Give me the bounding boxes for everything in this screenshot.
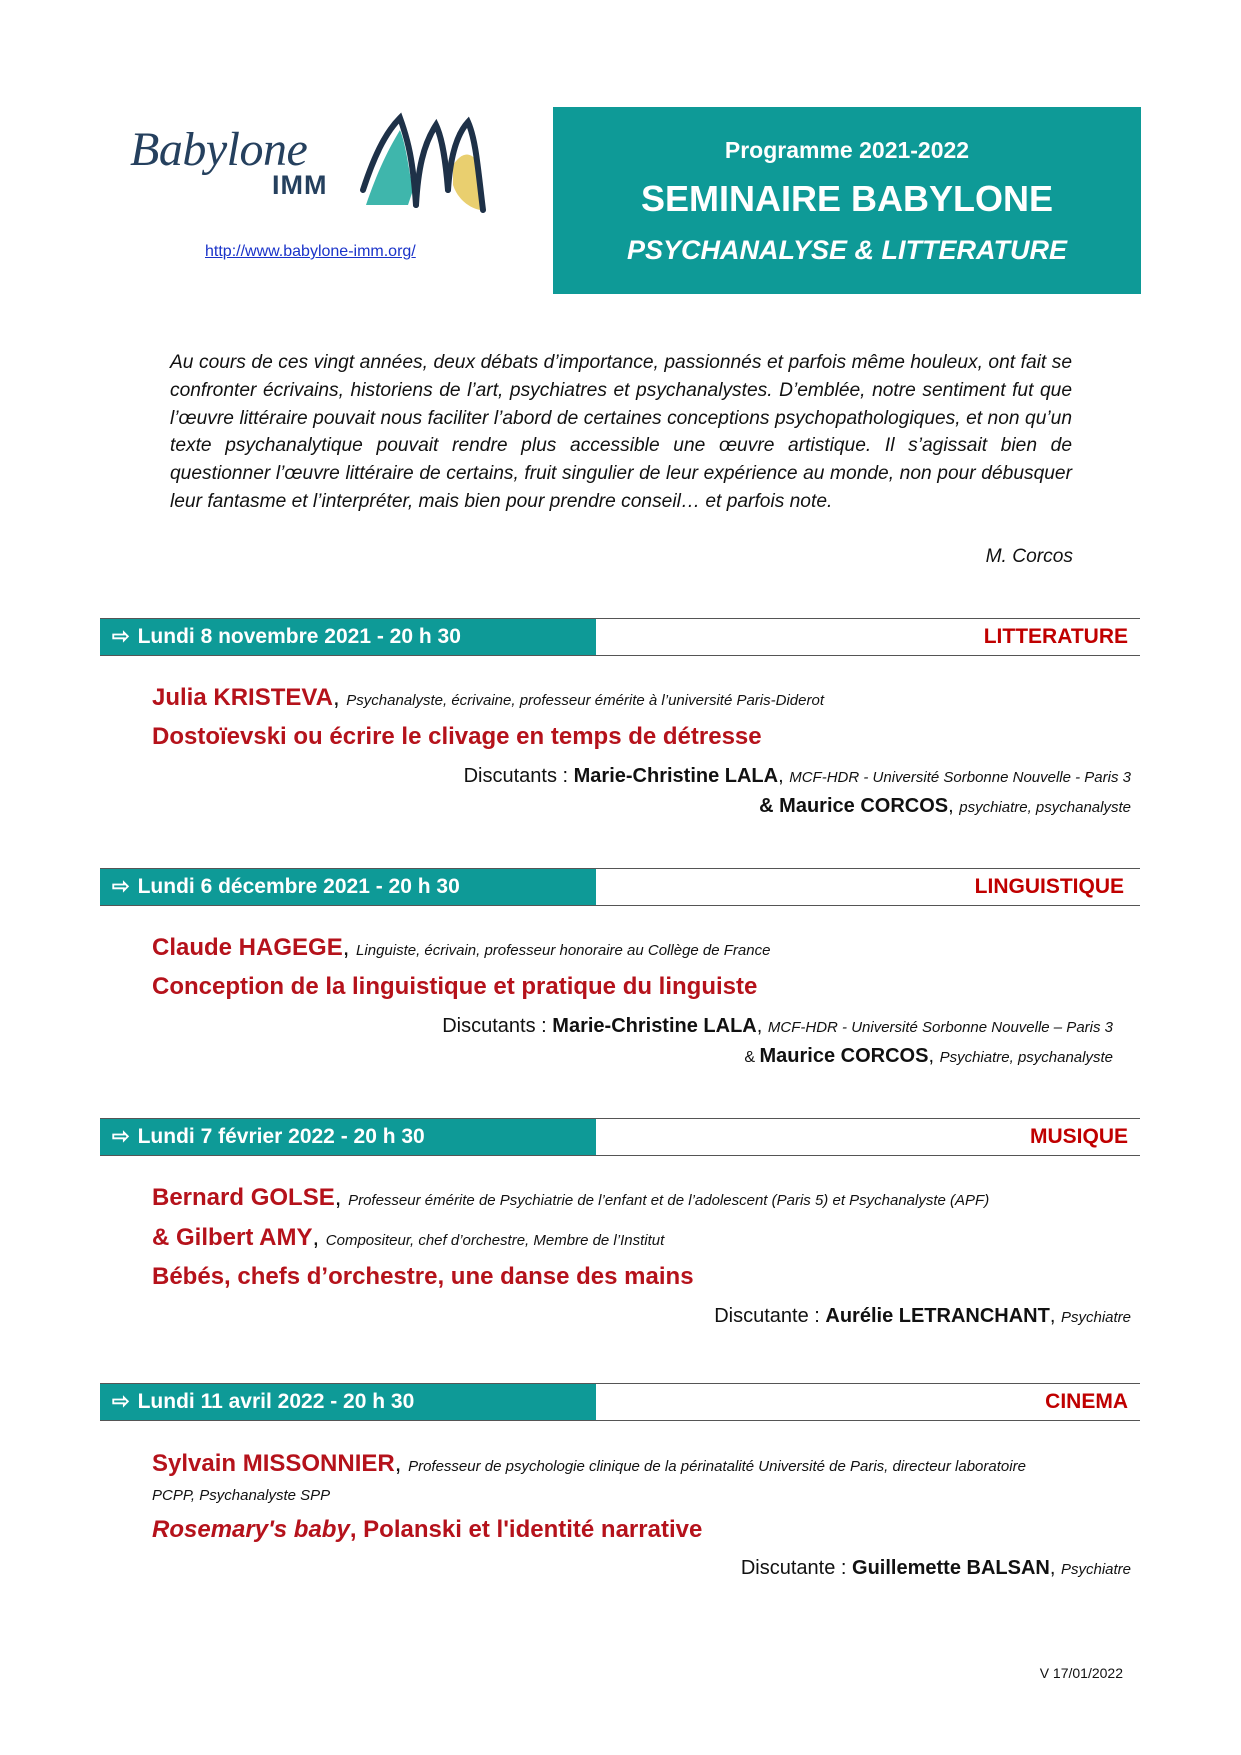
discussant-role: MCF-HDR - Université Sorbonne Nouvelle – Paris 3 xyxy=(767,1019,1113,1036)
speaker: Sylvain MISSONNIER, Professeur de psychologie clinique de la périnatalité Université de Paris, directeur laboratoire xyxy=(152,1450,1026,1477)
speaker: Claude HAGEGE, Linguiste, écrivain, professeur honoraire au Collège de France xyxy=(152,934,771,961)
talk-title: Dostoïevski ou écrire le clivage en temps de détresse xyxy=(152,723,762,750)
discussant-role: Psychiatre xyxy=(1060,1561,1131,1578)
discussant-name: Marie-Christine LALA xyxy=(573,765,779,787)
talk-title: Bébés, chefs d’orchestre, une danse des mains xyxy=(152,1263,694,1290)
speaker: Julia KRISTEVA, Psychanalyste, écrivaine, professeur émérite à l’université Paris-Diderot xyxy=(152,684,824,711)
film-title: Rosemary's baby xyxy=(152,1516,350,1543)
session-category: LINGUISTIQUE xyxy=(974,875,1124,898)
intro-text: Au cours de ces vingt années, deux débats d’importance, passionnés et parfois même houleux, ont fait se confronter écrivains, historiens de l’art, psychiatres et psychanalystes. D’emblée, notre sentiment fut que l’œuvre littéraire pouvait nous faciliter l’abord de certaines conceptions psychopathologiques, et non qu’un texte psychanalytique pouvait rendre plus accessible une œuvre artistique. Il s’agissait bien de questionner l’œuvre littéraire de certains, fruit singulier de leur expérience au monde, non pour débusquer leur fantasme et l’interpréter, mais bien pour prendre conseil… et parfois note. xyxy=(170,352,1072,512)
discussant-line: Discutante : Aurélie LETRANCHANT, Psychiatre xyxy=(714,1305,1131,1327)
session-date: Lundi 7 février 2022 - 20 h 30 xyxy=(137,1125,425,1148)
discussant-line: Discutants : Marie-Christine LALA, MCF-HDR - Université Sorbonne Nouvelle - Paris 3 xyxy=(463,765,1131,787)
speaker-role: Linguiste, écrivain, professeur honoraire au Collège de France xyxy=(356,942,771,959)
discussant-line: & Maurice CORCOS, psychiatre, psychanalyste xyxy=(759,795,1131,817)
intro-signature: M. Corcos xyxy=(985,546,1073,567)
arrow-right-icon: ⇨ xyxy=(112,1390,130,1413)
logo-sub: IMM xyxy=(272,170,328,200)
discussant-name: Maurice CORCOS xyxy=(779,795,949,817)
session-date: Lundi 6 décembre 2021 - 20 h 30 xyxy=(137,875,460,898)
program-banner xyxy=(553,107,1141,294)
speaker: & Gilbert AMY, Compositeur, chef d’orchestre, Membre de l’Institut xyxy=(152,1224,665,1251)
discussant-line: & Maurice CORCOS, Psychiatre, psychanalyste xyxy=(744,1045,1113,1067)
session-date: Lundi 11 avril 2022 - 20 h 30 xyxy=(137,1390,415,1413)
speaker-role: Professeur de psychologie clinique de la périnatalité Université de Paris, directeur laboratoire xyxy=(408,1458,1026,1475)
banner-program-year: Programme 2021-2022 xyxy=(724,137,970,163)
discussant-name: Aurélie LETRANCHANT xyxy=(825,1305,1050,1327)
speaker-role: Compositeur, chef d’orchestre, Membre de l’Institut xyxy=(325,1232,665,1249)
session-bar xyxy=(100,1118,1140,1156)
speaker-role: Psychanalyste, écrivaine, professeur émérite à l’université Paris-Diderot xyxy=(346,692,824,709)
session-date: Lundi 8 novembre 2021 - 20 h 30 xyxy=(137,625,461,648)
speaker-role: Professeur émérite de Psychiatrie de l’enfant et de l’adolescent (Paris 5) et Psychanalyste (APF) xyxy=(348,1192,990,1209)
banner-subtitle: PSYCHANALYSE & LITTERATURE xyxy=(626,235,1067,265)
discussant-line: Discutants : Marie-Christine LALA, MCF-HDR - Université Sorbonne Nouvelle – Paris 3 xyxy=(442,1015,1113,1037)
discussant-role: MCF-HDR - Université Sorbonne Nouvelle - Paris 3 xyxy=(789,769,1131,786)
discussant-role: Psychiatre xyxy=(1060,1309,1131,1326)
discussant-name: Maurice CORCOS xyxy=(759,1045,929,1067)
website-link[interactable]: http://www.babylone-imm.org/ xyxy=(205,243,416,260)
babylone-logo xyxy=(130,110,530,220)
discussant-role: psychiatre, psychanalyste xyxy=(959,799,1131,816)
session-bar xyxy=(100,868,1140,906)
speaker-name: Julia KRISTEVA xyxy=(152,684,333,711)
session-bar xyxy=(100,1383,1140,1421)
logo-word: Babylone xyxy=(130,123,308,176)
discussant-name: Guillemette BALSAN xyxy=(852,1557,1050,1579)
banner-title: SEMINAIRE BABYLONE xyxy=(640,178,1054,219)
speaker-name: Bernard GOLSE xyxy=(152,1184,335,1211)
discussant-line: Discutante : Guillemette BALSAN, Psychiatre xyxy=(740,1557,1131,1579)
discussant-name: Marie-Christine LALA xyxy=(552,1015,757,1037)
speaker-name: Sylvain MISSONNIER xyxy=(152,1450,395,1477)
session-category: MUSIQUE xyxy=(1029,1125,1128,1148)
discussant-role: Psychiatre, psychanalyste xyxy=(939,1049,1113,1066)
document-version: V 17/01/2022 xyxy=(1039,1665,1123,1681)
session-bar xyxy=(100,618,1140,656)
mountains-icon xyxy=(358,110,508,220)
arrow-right-icon: ⇨ xyxy=(112,625,130,648)
arrow-right-icon: ⇨ xyxy=(112,875,130,898)
session-category: CINEMA xyxy=(1045,1390,1128,1413)
session-category: LITTERATURE xyxy=(983,625,1128,648)
arrow-right-icon: ⇨ xyxy=(112,1125,130,1148)
talk-title: Conception de la linguistique et pratique du linguiste xyxy=(152,973,758,1000)
speaker-name: Claude HAGEGE xyxy=(152,934,343,961)
speaker-role-continued: PCPP, Psychanalyste SPP xyxy=(152,1487,331,1504)
speaker-name: & Gilbert AMY xyxy=(152,1224,313,1251)
speaker: Bernard GOLSE, Professeur émérite de Psychiatrie de l’enfant et de l’adolescent (Paris 5) et Psychanalyste (APF) xyxy=(152,1184,990,1211)
talk-title: Rosemary's baby, Polanski et l'identité narrative xyxy=(152,1516,703,1543)
